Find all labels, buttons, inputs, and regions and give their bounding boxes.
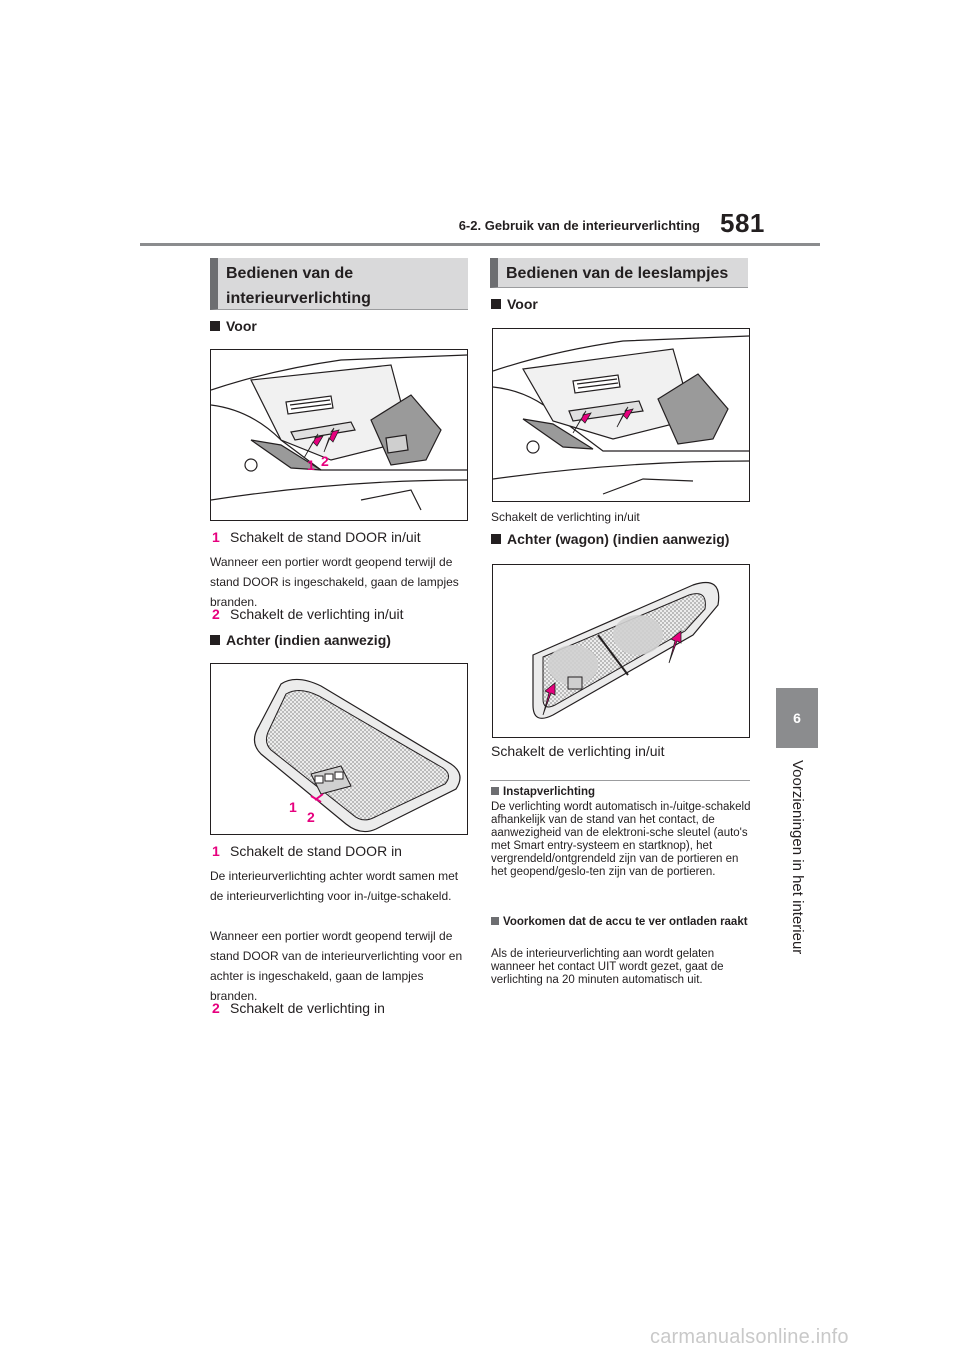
step-text: Schakelt de stand DOOR in	[230, 843, 402, 859]
section-divider	[490, 780, 750, 781]
square-bullet-icon	[210, 635, 220, 645]
watermark[interactable]: carmanualsonline.info	[650, 1326, 849, 1348]
subheading-rear	[210, 632, 391, 648]
info-body-battery: Als de interieurverlichting aan wordt gelaten wanneer het contact UIT wordt gezet, gaat de verlichting na 20 minuten automatisch uit.	[491, 948, 724, 986]
page-number: 581	[720, 208, 765, 238]
header-rule	[140, 243, 820, 246]
note-rear-2: Wanneer een portier wordt geopend terwijl de stand DOOR van de interieurverlichting voor en achter is ingeschakeld, gaan de lampjes branden.	[210, 929, 463, 1003]
chapter-title-text: Voorzieningen in het interieur	[789, 760, 806, 955]
figure-rear-reading-lights	[492, 564, 750, 738]
step-1-front	[212, 529, 421, 545]
figure-rear-interior-light	[210, 663, 468, 835]
square-bullet-icon	[491, 917, 499, 925]
note-front: Wanneer een portier wordt geopend terwijl de stand DOOR is ingeschakeld, gaan de lampjes branden.	[210, 555, 459, 609]
note-rear-1: De interieurverlichting achter wordt samen met de interieurverlichting voor in-/uitge-schakeld.	[210, 869, 459, 903]
step-text: Schakelt de verlichting in	[230, 1000, 385, 1016]
figure-label-1: 1	[307, 457, 315, 473]
subheading-right-rear	[491, 531, 729, 547]
info-title-battery	[491, 916, 753, 929]
step-2-rear	[212, 1000, 385, 1016]
step-number: 2	[212, 1000, 220, 1016]
step-number: 1	[212, 843, 220, 859]
figure-label-2: 2	[321, 453, 329, 469]
square-bullet-icon	[491, 787, 499, 795]
figure-front-reading-lights	[492, 328, 750, 502]
figure-label-2: 2	[307, 809, 315, 825]
square-bullet-icon	[491, 534, 501, 544]
square-bullet-icon	[491, 299, 501, 309]
subheading-front	[210, 318, 257, 334]
chapter-tab[interactable]: 6	[776, 688, 818, 748]
info-title-text: Voorkomen dat de accu te ver ontladen raakt	[503, 916, 748, 928]
subheading-right-front-text: Voor	[507, 296, 538, 312]
info-title-boarding-light	[491, 786, 753, 799]
step-text: Schakelt de verlichting in/uit	[230, 606, 404, 622]
step-1-rear	[212, 843, 402, 859]
section-title: 6-2. Gebruik van de interieurverlichting	[458, 218, 700, 233]
info-title-text: Instapverlichting	[503, 786, 596, 798]
subheading-right-rear-text: Achter (wagon) (indien aanwezig)	[507, 531, 730, 547]
figure-label-1: 1	[289, 799, 297, 815]
step-2-front	[212, 606, 404, 622]
step-number: 2	[212, 606, 220, 622]
caption-rear-reading: Schakelt de verlichting in/uit	[491, 743, 665, 759]
heading-reading-lights: Bedienen van de leeslampjes	[490, 258, 748, 288]
caption-front-reading: Schakelt de verlichting in/uit	[491, 510, 640, 524]
chapter-title	[784, 760, 808, 1060]
info-body-boarding-light: De verlichting wordt automatisch in-/uitge-schakeld afhankelijk van de stand van het contact, de aanwezigheid van de elektroni-sche sleutel (auto's met Smart entry-systeem en startknop), het vergrendeld/ontgrendeld zijn van de portieren en het geopend/geslo-ten zijn van de portieren.	[491, 801, 751, 878]
figure-front-interior-light	[210, 349, 468, 521]
subheading-rear-text: Achter (indien aanwezig)	[226, 632, 391, 648]
subheading-front-text: Voor	[226, 318, 257, 334]
step-text: Schakelt de stand DOOR in/uit	[230, 529, 421, 545]
step-number: 1	[212, 529, 220, 545]
subheading-right-front	[491, 296, 538, 312]
heading-interior-lighting: Bedienen van de interieurverlichting	[210, 258, 468, 310]
square-bullet-icon	[210, 321, 220, 331]
